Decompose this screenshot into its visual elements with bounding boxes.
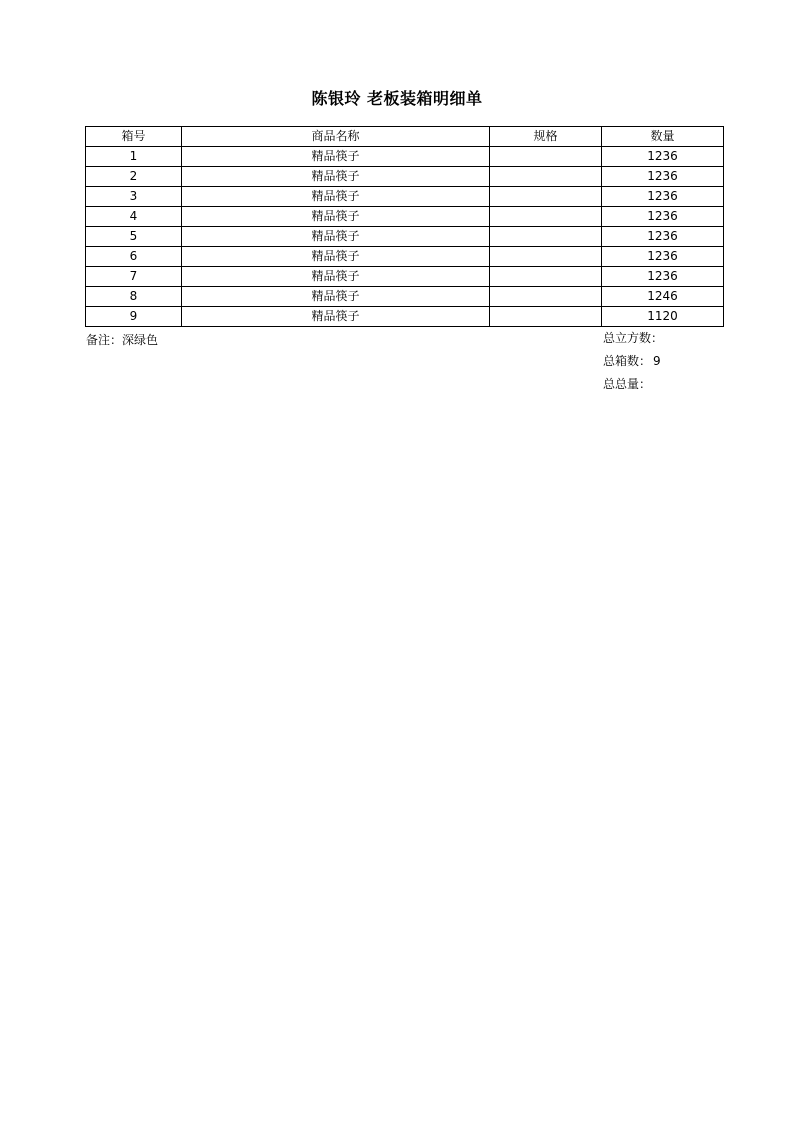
cell-quantity: 1236	[602, 207, 724, 227]
cell-quantity: 1246	[602, 287, 724, 307]
table-row	[86, 227, 724, 247]
total-boxes-value: 9	[653, 354, 661, 368]
cell-box-no: 5	[86, 227, 182, 247]
total-boxes-label: 总箱数：	[603, 354, 652, 368]
cell-product-name: 精品筷子	[182, 227, 490, 247]
header-spec: 规格	[490, 127, 602, 147]
cell-quantity: 1236	[602, 247, 724, 267]
table-row	[86, 187, 724, 207]
cell-spec	[490, 227, 602, 247]
total-boxes-line	[603, 350, 665, 373]
table-row	[86, 267, 724, 287]
cell-product-name: 精品筷子	[182, 247, 490, 267]
cell-product-name: 精品筷子	[182, 147, 490, 167]
cell-spec	[490, 207, 602, 227]
cell-box-no: 6	[86, 247, 182, 267]
table-header-row	[86, 127, 724, 147]
table-row	[86, 207, 724, 227]
cell-spec	[490, 307, 602, 327]
cell-quantity: 1236	[602, 227, 724, 247]
cell-product-name: 精品筷子	[182, 207, 490, 227]
cell-spec	[490, 287, 602, 307]
cell-product-name: 精品筷子	[182, 187, 490, 207]
cell-product-name: 精品筷子	[182, 307, 490, 327]
cell-box-no: 3	[86, 187, 182, 207]
cell-spec	[490, 187, 602, 207]
table-row	[86, 247, 724, 267]
totals-summary	[603, 327, 665, 396]
remark-note: 备注：深绿色	[86, 333, 159, 347]
total-weight-line	[603, 373, 665, 396]
cell-spec	[490, 267, 602, 287]
cell-quantity: 1236	[602, 267, 724, 287]
header-quantity: 数量	[602, 127, 724, 147]
table-row	[86, 307, 724, 327]
table-row	[86, 167, 724, 187]
cell-product-name: 精品筷子	[182, 167, 490, 187]
cell-box-no: 2	[86, 167, 182, 187]
table-row	[86, 287, 724, 307]
header-box-no: 箱号	[86, 127, 182, 147]
packing-list-table	[85, 126, 724, 327]
table-row	[86, 147, 724, 167]
total-weight-label: 总总量：	[603, 377, 652, 391]
total-volume-line	[603, 327, 665, 350]
cell-box-no: 7	[86, 267, 182, 287]
cell-box-no: 9	[86, 307, 182, 327]
cell-quantity: 1236	[602, 167, 724, 187]
document-title: 陈银玲 老板装箱明细单	[311, 89, 483, 108]
cell-box-no: 8	[86, 287, 182, 307]
cell-quantity: 1236	[602, 187, 724, 207]
header-product-name: 商品名称	[182, 127, 490, 147]
cell-spec	[490, 247, 602, 267]
cell-quantity: 1120	[602, 307, 724, 327]
cell-quantity: 1236	[602, 147, 724, 167]
cell-product-name: 精品筷子	[182, 267, 490, 287]
cell-box-no: 4	[86, 207, 182, 227]
cell-spec	[490, 147, 602, 167]
cell-box-no: 1	[86, 147, 182, 167]
total-volume-label: 总立方数：	[603, 331, 664, 345]
cell-spec	[490, 167, 602, 187]
cell-product-name: 精品筷子	[182, 287, 490, 307]
